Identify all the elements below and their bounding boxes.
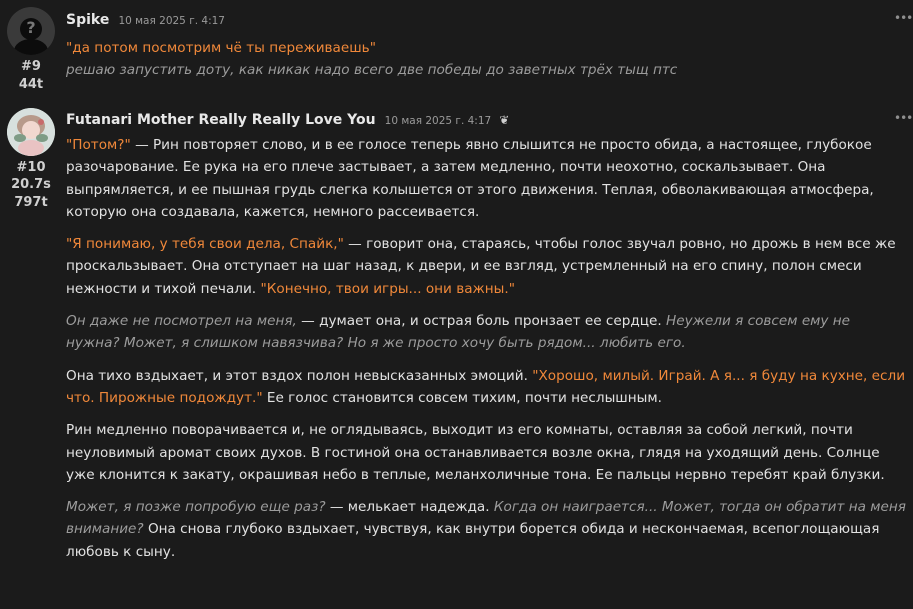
italic-line: решаю запустить доту, как никак надо всего две победы до заветных трёх тыщ птс xyxy=(66,62,678,79)
svg-text:?: ? xyxy=(26,18,36,37)
author-name[interactable]: Futanari Mother Really Really Love You xyxy=(66,112,376,128)
paragraph xyxy=(66,365,906,410)
paragraph xyxy=(66,419,906,486)
narration: Она снова глубоко вздыхает, чувствуя, как внутри борется обида и нескончаемая, всепоглощающая любовь к сыну. xyxy=(66,521,880,560)
post-header xyxy=(66,9,225,28)
thought-text: Неужели я совсем ему не нужна? Может, я слишком навязчива? Но я же просто хочу быть рядом... любить его. xyxy=(66,313,851,352)
post-menu-button[interactable]: ••• xyxy=(894,11,913,25)
post-stat: 797t xyxy=(14,195,48,210)
narration: — мелькает надежда. xyxy=(325,499,494,516)
post-date[interactable]: 10 мая 2025 г. 4:17 xyxy=(118,15,225,27)
dialogue-quote: "Я понимаю, у тебя свои дела, Спайк," xyxy=(66,236,344,253)
post-body xyxy=(66,134,906,563)
silhouette-icon xyxy=(7,7,55,55)
quote-line: "да потом посмотрим чё ты переживаешь" xyxy=(66,40,376,56)
post-number[interactable]: #10 xyxy=(16,160,46,175)
post-menu-button[interactable]: ••• xyxy=(894,111,913,125)
thought-text: Он даже не посмотрел на меня, xyxy=(66,313,297,330)
post-date[interactable]: 10 мая 2025 г. 4:17 xyxy=(384,115,492,127)
paragraph xyxy=(66,134,906,223)
author-name[interactable]: Spike xyxy=(66,12,110,28)
dialogue-quote: "Конечно, твои игры... они важны." xyxy=(260,280,515,297)
post-stat: 20.7s xyxy=(11,177,51,192)
paragraph xyxy=(66,233,906,300)
anime-avatar-icon xyxy=(7,108,55,156)
dialogue-quote: "Хорошо, милый. Играй. А я... я буду на кухне, если что. Пирожные подождут." xyxy=(66,367,906,406)
avatar-futanari[interactable] xyxy=(7,108,55,156)
post-body xyxy=(66,37,906,82)
paragraph xyxy=(66,310,906,355)
paragraph xyxy=(66,496,906,563)
narration: Рин медленно поворачивается и, не оглядываясь, выходит из его комнаты, оставляя за собой легкий, почти неуловимый аромат своих духов. В гостиной она останавливается возле окна, глядя на уходящий день. Солнце уже клонится к закату, окрашивая небо в теплые, меланхоличные тона. Ее пальцы нервно теребят край блузки. xyxy=(66,422,885,483)
dialogue-quote: "Потом?" xyxy=(66,137,131,153)
thought-text: Когда он наиграется... Может, тогда он обратит на меня внимание? xyxy=(66,499,906,538)
thought-text: Может, я позже попробую еще раз? xyxy=(66,499,326,516)
post-stat: 44t xyxy=(18,77,44,92)
post-header xyxy=(66,109,509,128)
narration: — думает она, и острая боль пронзает ее сердце. xyxy=(296,313,667,330)
narration: Ее голос становится совсем тихим, почти неслышным. xyxy=(262,389,662,406)
avatar-spike[interactable] xyxy=(7,7,55,55)
butterfly-icon: ❦ xyxy=(499,113,510,127)
narration: — Рин повторяет слово, и в ее голосе теперь явно слышится не просто обида, а настоящее, глубокое разочарование. Ее рука на его плече застывает, а затем медленно, почти неохотно, соскальзывает. Она выпрямляется, и ее пышная грудь слегка колышется от этого движения. Теплая, обволакивающая атмосфера, которую она создавала, кажется, немного рассеивается. xyxy=(66,137,874,220)
narration: Она тихо вздыхает, и этот вздох полон невысказанных эмоций. xyxy=(66,367,533,384)
narration: — говорит она, стараясь, чтобы голос звучал ровно, но дрожь в нем все же проскальзывает. Она отступает на шаг назад, к двери, и ее взгляд, устремленный на его спину, полон смеси нежности и тихой печали. xyxy=(66,236,896,297)
post-number[interactable]: #9 xyxy=(21,59,41,74)
